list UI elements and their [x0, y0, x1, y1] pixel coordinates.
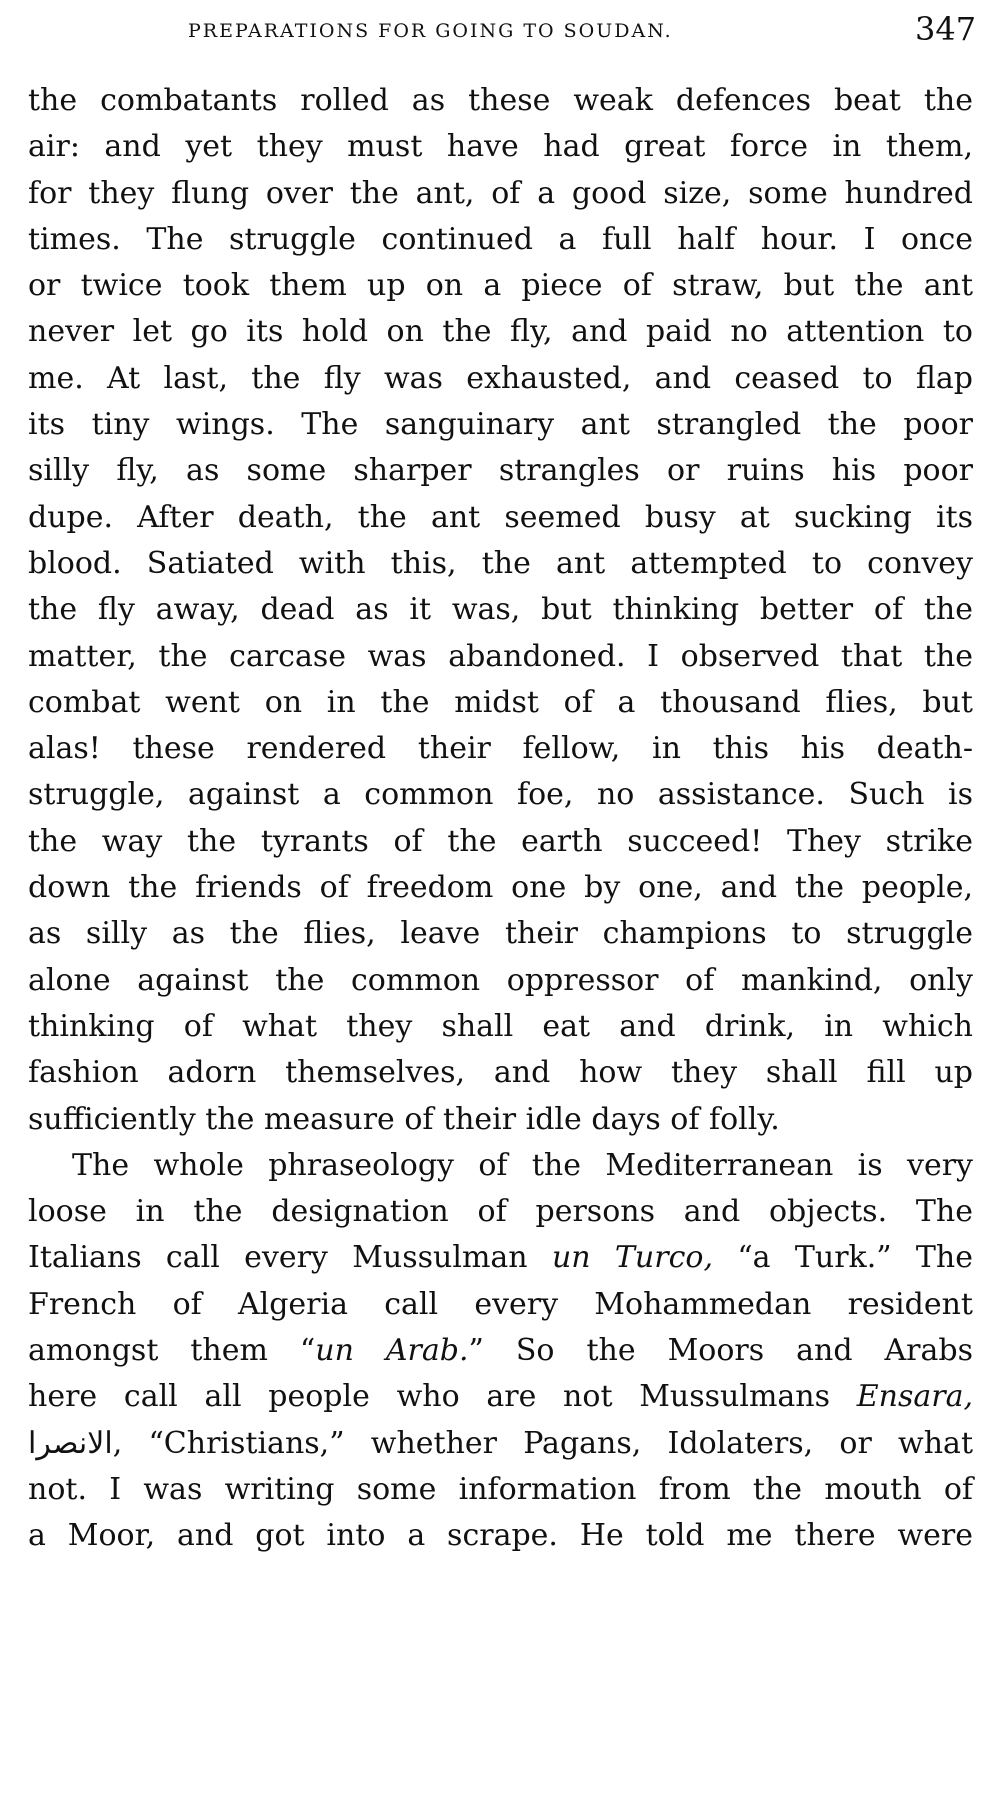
text-run: , “Christians,” whether Pagans, Idolaters, or what [112, 1425, 973, 1461]
italic-run: un Arab. [315, 1333, 469, 1369]
text-line: as silly as the flies, leave their champions to struggle [28, 916, 973, 952]
text-run: amongst them “ [28, 1333, 316, 1369]
text-run: here call all people who are not Mussulmans [28, 1379, 857, 1415]
text-line: the way the tyrants of the earth succeed! They strike [28, 823, 973, 859]
text-line: loose in the designation of persons and objects. The [28, 1194, 973, 1230]
text-line [28, 1328, 973, 1374]
text-line: times. The struggle continued a full half hour. I once [28, 221, 973, 257]
italic-run: un Turco, [551, 1240, 713, 1276]
paragraph-1 [28, 78, 973, 1143]
text-line: alas! these rendered their fellow, in this his death- [28, 731, 973, 767]
text-line: not. I was writing some information from the mouth of [28, 1471, 973, 1507]
text-line: alone against the common oppressor of mankind, only [28, 962, 973, 998]
italic-run: Ensara, [856, 1379, 973, 1415]
text-line: down the friends of freedom one by one, and the people, [28, 870, 973, 906]
text-line: or twice took them up on a piece of straw, but the ant [28, 268, 973, 304]
text-line: me. At last, the fly was exhausted, and ceased to flap [28, 360, 973, 396]
text-line: the fly away, dead as it was, but thinking better of the [28, 592, 973, 628]
text-run: ” So the Moors and Arabs [468, 1333, 974, 1369]
text-line: blood. Satiated with this, the ant attempted to convey [28, 545, 973, 581]
text-line [28, 1421, 973, 1467]
text-line: its tiny wings. The sanguinary ant strangled the poor [28, 407, 973, 443]
text-line: thinking of what they shall eat and drink, in which [28, 1008, 973, 1044]
text-line: dupe. After death, the ant seemed busy at sucking its [28, 499, 973, 535]
body-text [28, 78, 973, 1560]
text-line: matter, the carcase was abandoned. I observed that the [28, 638, 973, 674]
text-line: combat went on in the midst of a thousand flies, but [28, 684, 973, 720]
running-title: PREPARATIONS FOR GOING TO SOUDAN. [188, 20, 673, 42]
text-line: fashion adorn themselves, and how they shall fill up [28, 1055, 973, 1091]
text-line: the combatants rolled as these weak defences beat the [28, 83, 973, 118]
text-line: struggle, against a common foe, no assistance. Such is [28, 777, 973, 813]
text-line: air: and yet they must have had great force in them, [28, 129, 973, 165]
text-line: French of Algeria call every Mohammedan resident [28, 1286, 973, 1322]
text-line: silly fly, as some sharper strangles or ruins his poor [28, 453, 973, 489]
page-number: 347 [915, 10, 977, 48]
arabic-word: الانصرا [28, 1425, 113, 1461]
text-line [28, 1374, 973, 1420]
paragraph-2 [28, 1143, 973, 1560]
text-line: The whole phraseology of the Mediterranean is very [72, 1147, 973, 1183]
text-run: Italians call every Mussulman [28, 1240, 552, 1276]
text-line: never let go its hold on the fly, and paid no attention to [28, 314, 973, 350]
text-run: “a Turk.” The [712, 1240, 974, 1276]
text-line [28, 1235, 973, 1281]
page-header [0, 8, 1000, 48]
text-line: sufficiently the measure of their idle days of folly. [28, 1101, 780, 1137]
text-line: a Moor, and got into a scrape. He told me there were [28, 1518, 973, 1554]
text-line: for they flung over the ant, of a good size, some hundred [28, 175, 973, 211]
